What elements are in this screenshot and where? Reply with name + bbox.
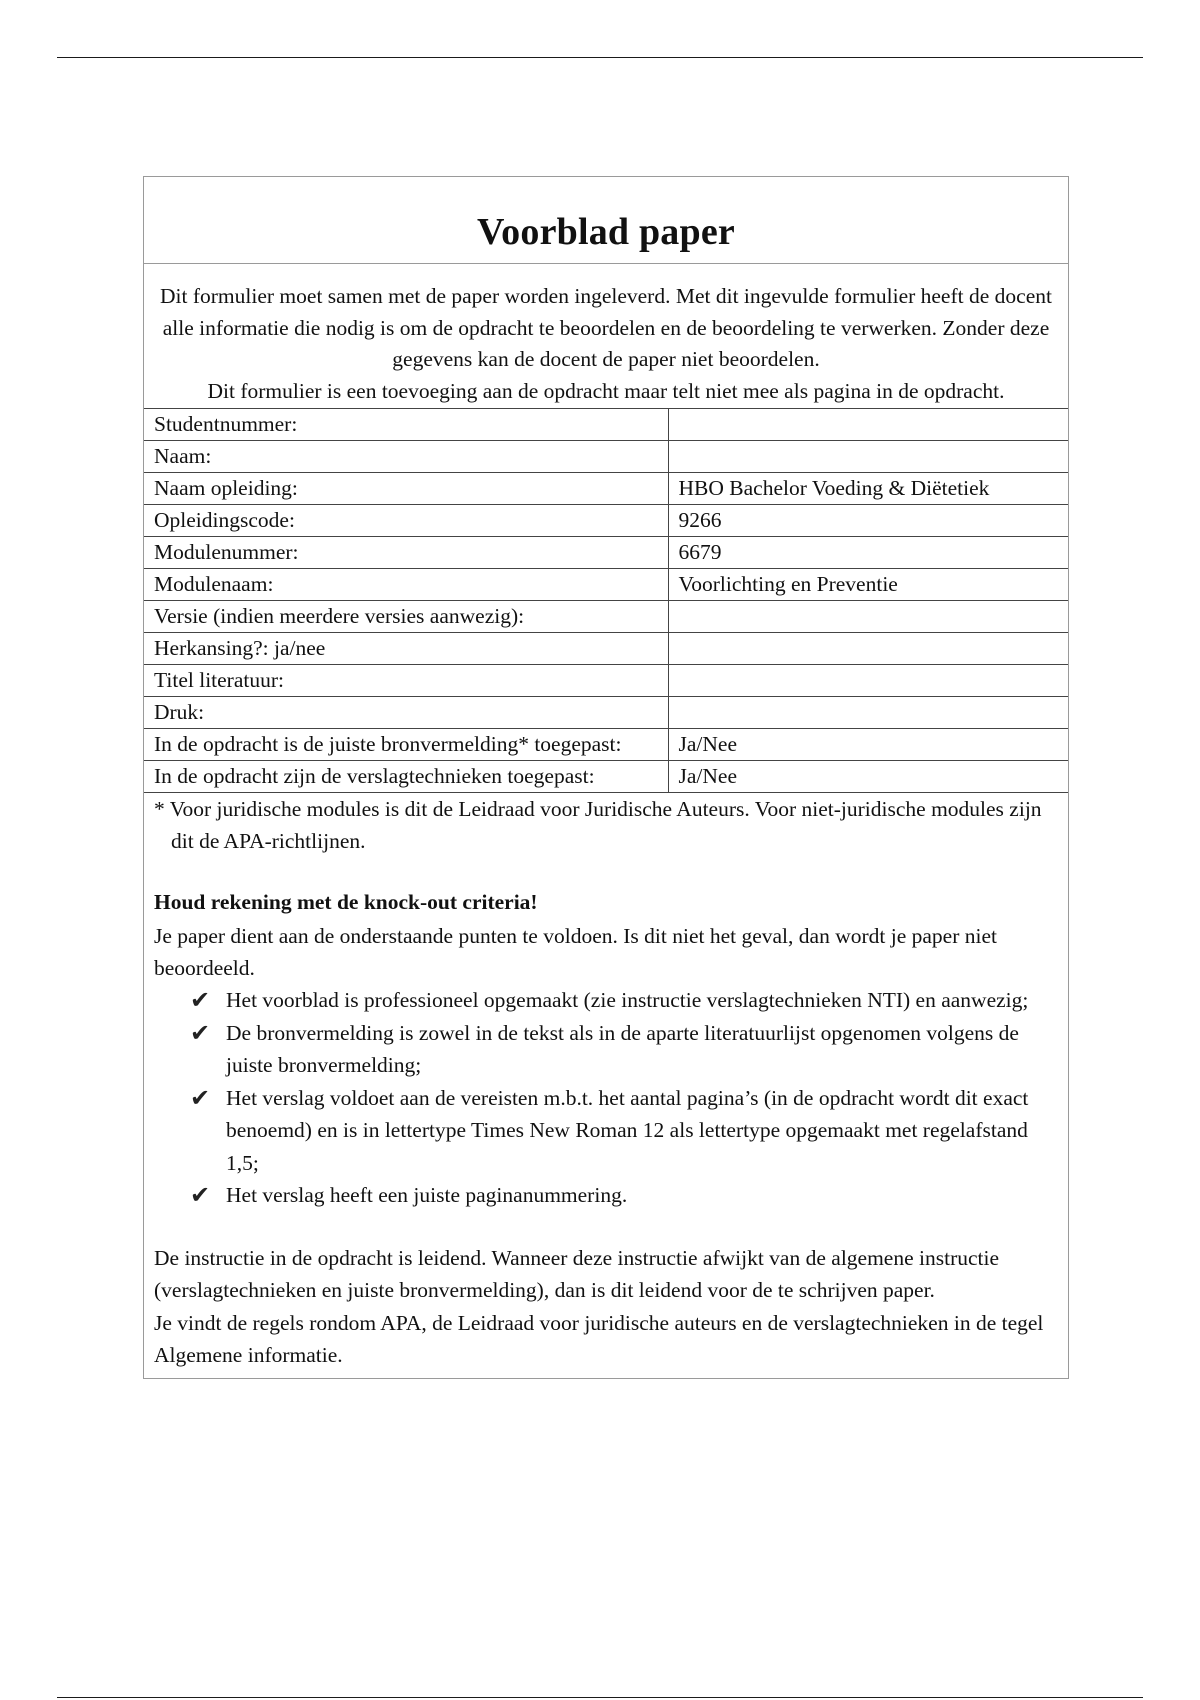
table-row [144, 409, 1068, 441]
cover-form [143, 176, 1069, 1379]
intro-paragraph: Dit formulier is een toevoeging aan de opdracht maar telt niet mee als pagina in de opdracht. [207, 378, 1005, 403]
field-value[interactable]: 6679 [668, 537, 1068, 569]
field-label: Herkansing?: ja/nee [144, 633, 668, 665]
footnote [144, 793, 1068, 857]
check-icon: ✔ [190, 1018, 211, 1047]
check-icon: ✔ [190, 1083, 211, 1112]
page-bottom-rule [57, 1697, 1143, 1698]
field-value[interactable] [668, 441, 1068, 473]
table-row [144, 601, 1068, 633]
field-value[interactable]: 9266 [668, 505, 1068, 537]
field-label: Naam opleiding: [144, 473, 668, 505]
field-value[interactable]: Voorlichting en Preventie [668, 569, 1068, 601]
knockout-text: Je paper dient aan de onderstaande punten te voldoen. Is dit niet het geval, dan wordt je paper niet beoordeeld. [154, 924, 997, 980]
list-item [190, 1017, 1058, 1082]
table-row [144, 537, 1068, 569]
field-value[interactable] [668, 697, 1068, 729]
field-label: Versie (indien meerdere versies aanwezig): [144, 601, 668, 633]
table-row [144, 697, 1068, 729]
closing-section [144, 1212, 1068, 1378]
closing-paragraph: De instructie in de opdracht is leidend. Wanneer deze instructie afwijkt van de algemene instructie (verslagtechnieken en juiste bronvermelding), dan is dit leidend voor de te schrijven paper. [154, 1245, 1000, 1302]
intro-text [144, 264, 1068, 408]
field-value[interactable]: Ja/Nee [668, 761, 1068, 793]
footnote-text: * Voor juridische modules is dit de Leidraad voor Juridische Auteurs. Voor niet-juridische modules zijn dit de APA-richtlijnen. [154, 797, 1042, 853]
table-row [144, 441, 1068, 473]
field-label: In de opdracht zijn de verslagtechnieken toegepast: [144, 761, 668, 793]
field-label: Modulenaam: [144, 569, 668, 601]
field-label: Druk: [144, 697, 668, 729]
field-value[interactable] [668, 601, 1068, 633]
intro-paragraph: Dit formulier moet samen met de paper worden ingeleverd. Met dit ingevulde formulier heeft de docent alle informatie die nodig is om de opdracht te beoordelen en de beoordeling te verwerken. Zonder deze gegevens kan de docent de paper niet beoordelen. [160, 284, 1052, 371]
field-value[interactable]: HBO Bachelor Voeding & Diëtetiek [668, 473, 1068, 505]
table-row [144, 761, 1068, 793]
check-icon: ✔ [190, 986, 211, 1014]
criteria-text: Het verslag heeft een juiste paginanummering. [226, 1183, 628, 1207]
table-row [144, 665, 1068, 697]
field-value[interactable]: Ja/Nee [668, 729, 1068, 761]
field-label: Modulenummer: [144, 537, 668, 569]
criteria-text: De bronvermelding is zowel in de tekst als in de aparte literatuurlijst opgenomen volgens de juiste bronvermelding; [226, 1020, 1019, 1077]
list-item [190, 1179, 1058, 1212]
criteria-list [154, 984, 1058, 1212]
list-item [190, 984, 1058, 1017]
check-icon: ✔ [190, 1181, 211, 1209]
closing-paragraph: Je vindt de regels rondom APA, de Leidraad voor juridische auteurs en de verslagtechnieken in de tegel Algemene informatie. [154, 1310, 1044, 1367]
field-label: Titel literatuur: [144, 665, 668, 697]
fields-table [144, 408, 1068, 793]
table-row [144, 505, 1068, 537]
field-label: Opleidingscode: [144, 505, 668, 537]
field-label: Naam: [144, 441, 668, 473]
list-item [190, 1082, 1058, 1180]
table-row [144, 569, 1068, 601]
field-value[interactable] [668, 409, 1068, 441]
criteria-text: Het voorblad is professioneel opgemaakt (zie instructie verslagtechnieken NTI) en aanwezig; [226, 988, 1029, 1012]
field-value[interactable] [668, 665, 1068, 697]
page-title: Voorblad paper [477, 211, 735, 253]
knockout-section [144, 857, 1068, 1212]
knockout-heading: Houd rekening met de knock-out criteria! [154, 890, 538, 914]
criteria-text: Het verslag voldoet aan de vereisten m.b.t. het aantal pagina’s (in de opdracht wordt dit exact benoemd) en is in lettertype Times New Roman 12 als lettertype opgemaakt met regelafstand 1,5; [226, 1085, 1029, 1175]
table-row [144, 473, 1068, 505]
field-label: Studentnummer: [144, 409, 668, 441]
field-value[interactable] [668, 633, 1068, 665]
title-box [144, 177, 1068, 264]
field-label: In de opdracht is de juiste bronvermelding* toegepast: [144, 729, 668, 761]
table-row [144, 729, 1068, 761]
page-top-rule [57, 57, 1143, 58]
table-row [144, 633, 1068, 665]
